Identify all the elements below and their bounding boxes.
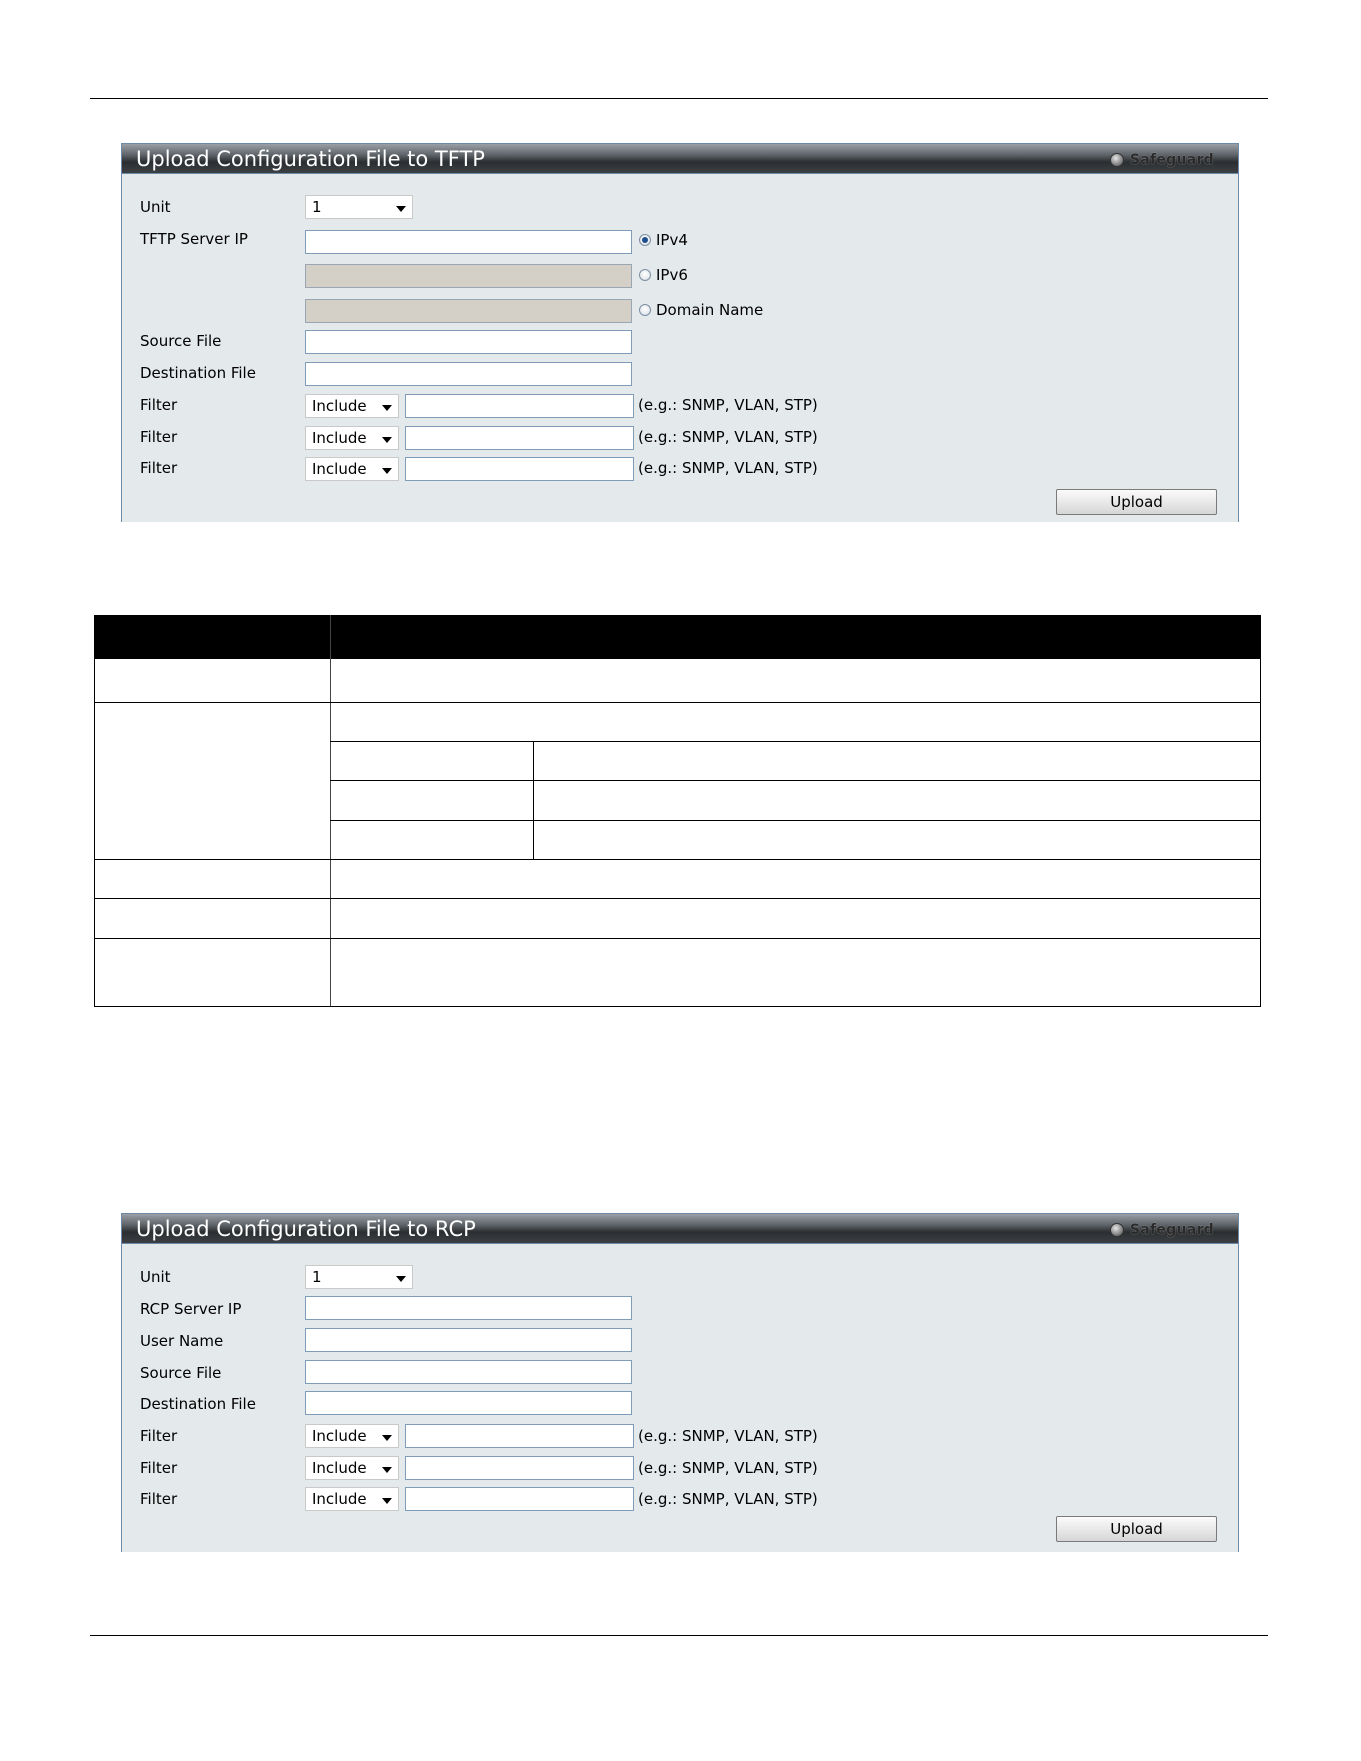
table-divider [94,1006,1261,1007]
filter-1-select[interactable] [305,394,399,418]
domain-name-label: Domain Name [656,301,764,319]
bottom-rule [90,1635,1268,1636]
panel-header [122,144,1238,174]
chevron-down-icon [382,1498,392,1504]
destination-file-input[interactable] [305,362,632,386]
filter-label: Filter [140,459,178,477]
table-divider [330,780,1261,781]
table-divider [94,938,1261,939]
safeguard-indicator [1110,152,1214,168]
panel-title: Upload Configuration File to TFTP [136,147,485,171]
filter-label: Filter [140,1490,178,1508]
filter-label: Filter [140,1459,178,1477]
unit-label: Unit [140,198,171,216]
filter-label: Filter [140,396,178,414]
table-divider [1260,615,1261,1007]
chevron-down-icon [396,1276,406,1282]
table-divider [94,615,95,1007]
filter-hint: (e.g.: SNMP, VLAN, STP) [638,1427,818,1445]
unit-select[interactable] [305,195,413,219]
chevron-down-icon [396,206,406,212]
filter-select-value: Include [312,1427,367,1445]
filter-hint: (e.g.: SNMP, VLAN, STP) [638,396,818,414]
upload-button[interactable]: Upload [1056,489,1217,515]
filter-select-value: Include [312,1490,367,1508]
filter-3-select[interactable] [305,457,399,481]
filter-2-select[interactable] [305,1456,399,1480]
unit-select-value: 1 [312,198,322,216]
table-divider [533,741,534,859]
ipv6-label: IPv6 [656,266,688,284]
domain-name-radio[interactable] [639,304,651,316]
destination-file-input[interactable] [305,1391,632,1415]
safeguard-icon [1110,153,1124,167]
chevron-down-icon [382,1467,392,1473]
filter-hint: (e.g.: SNMP, VLAN, STP) [638,1459,818,1477]
unit-label: Unit [140,1268,171,1286]
tftp-server-ip-label: TFTP Server IP [140,230,248,248]
source-file-input[interactable] [305,1360,632,1384]
chevron-down-icon [382,1435,392,1441]
ipv4-radio[interactable] [639,234,651,246]
ipv6-radio[interactable] [639,269,651,281]
ipv4-address-input[interactable] [305,230,632,254]
destination-file-label: Destination File [140,364,256,382]
table-divider [330,820,1261,821]
filter-1-select[interactable] [305,1424,399,1448]
table-divider [330,615,331,1007]
filter-2-input[interactable] [405,1456,634,1480]
rcp-upload-panel [121,1213,1239,1552]
table-header [94,615,1261,659]
filter-hint: (e.g.: SNMP, VLAN, STP) [638,1490,818,1508]
tftp-upload-panel [121,143,1239,522]
ipv6-radio-option[interactable] [639,265,688,285]
filter-label: Filter [140,428,178,446]
destination-file-label: Destination File [140,1395,256,1413]
top-rule [90,98,1268,99]
filter-1-input[interactable] [405,1424,634,1448]
filter-2-input[interactable] [405,426,634,450]
domain-name-input[interactable] [305,299,632,323]
unit-select[interactable] [305,1265,413,1289]
chevron-down-icon [382,437,392,443]
table-divider [94,702,1261,703]
filter-3-select[interactable] [305,1487,399,1511]
table-divider [94,898,1261,899]
filter-1-input[interactable] [405,394,634,418]
filter-3-input[interactable] [405,1487,634,1511]
filter-select-value: Include [312,397,367,415]
filter-label: Filter [140,1427,178,1445]
user-name-label: User Name [140,1332,224,1350]
rcp-server-ip-label: RCP Server IP [140,1300,242,1318]
filter-hint: (e.g.: SNMP, VLAN, STP) [638,428,818,446]
ipv6-address-input[interactable] [305,264,632,288]
source-file-input[interactable] [305,330,632,354]
safeguard-label: Safeguard [1129,152,1214,168]
source-file-label: Source File [140,332,222,350]
chevron-down-icon [382,468,392,474]
upload-button[interactable]: Upload [1056,1516,1217,1542]
chevron-down-icon [382,405,392,411]
filter-hint: (e.g.: SNMP, VLAN, STP) [638,459,818,477]
filter-select-value: Include [312,460,367,478]
source-file-label: Source File [140,1364,222,1382]
table-divider [330,741,1261,742]
rcp-server-ip-input[interactable] [305,1296,632,1320]
user-name-input[interactable] [305,1328,632,1352]
panel-header [122,1214,1238,1244]
ipv4-radio-option[interactable] [639,230,688,250]
panel-title: Upload Configuration File to RCP [136,1217,476,1241]
filter-select-value: Include [312,429,367,447]
parameter-table [94,615,1261,1007]
filter-2-select[interactable] [305,426,399,450]
safeguard-label: Safeguard [1129,1222,1214,1238]
filter-select-value: Include [312,1459,367,1477]
ipv4-label: IPv4 [656,231,688,249]
unit-select-value: 1 [312,1268,322,1286]
safeguard-icon [1110,1223,1124,1237]
domain-name-radio-option[interactable] [639,300,763,320]
filter-3-input[interactable] [405,457,634,481]
safeguard-indicator [1110,1222,1214,1238]
table-divider [94,859,1261,860]
